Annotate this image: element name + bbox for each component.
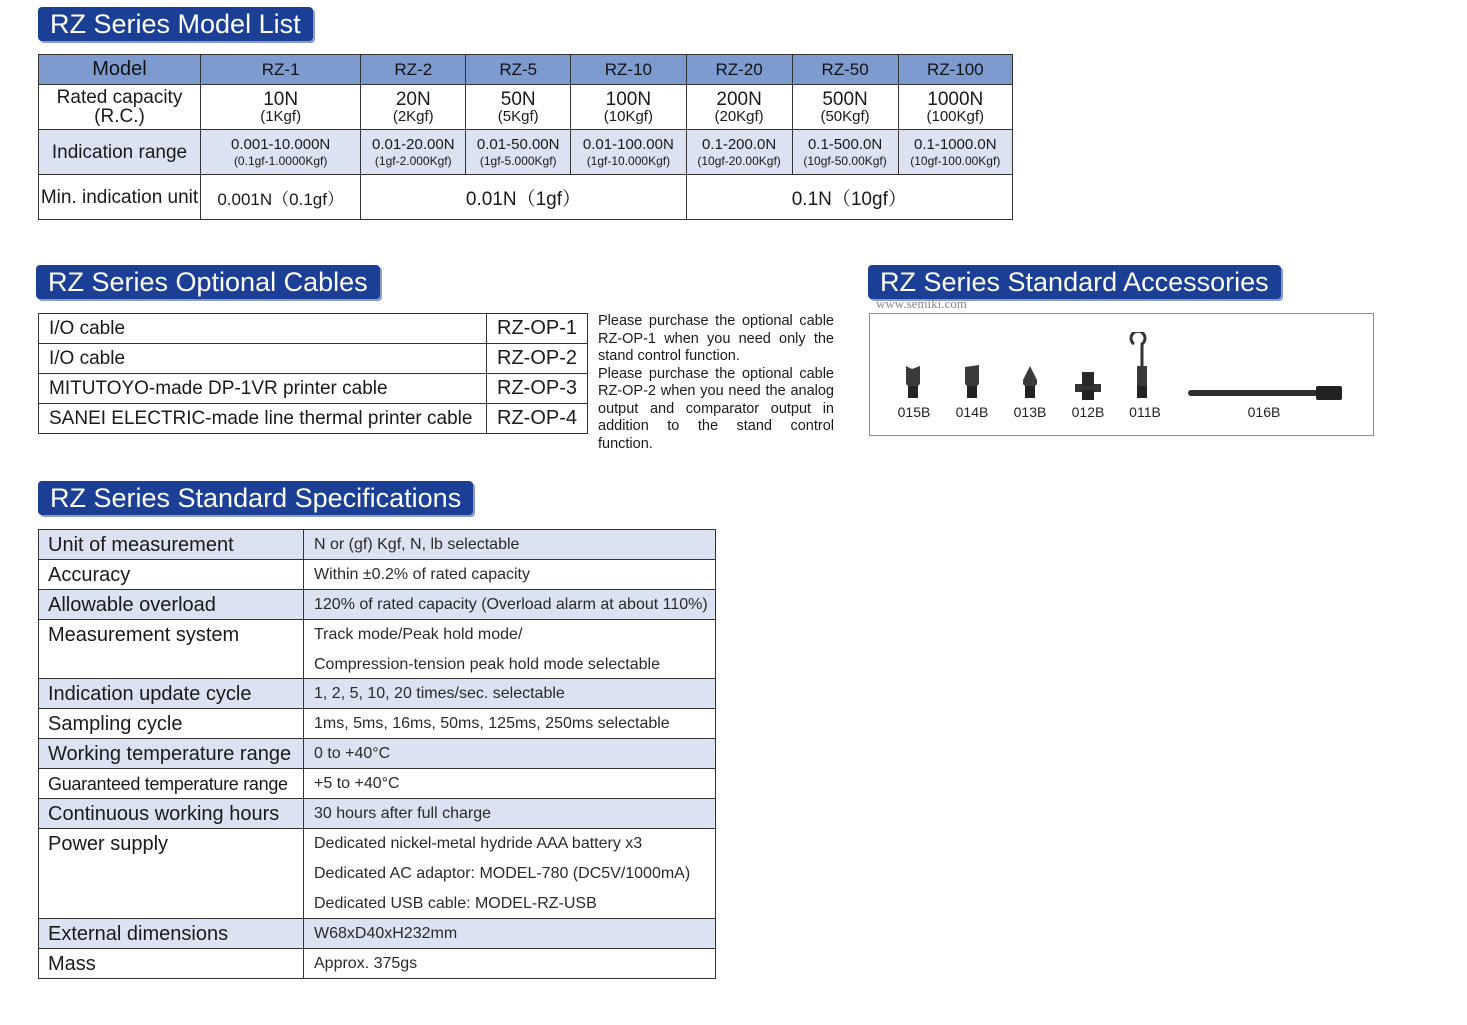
hook-011b-icon: [1128, 332, 1156, 402]
spec-value: [304, 560, 716, 590]
model-header-cell: RZ-10: [571, 55, 686, 85]
model-header-cell: RZ-5: [466, 55, 571, 85]
attachment-014b-icon: [962, 364, 982, 402]
spec-row: [39, 949, 716, 979]
range-main: 0.01-100.00N: [582, 136, 674, 153]
range-main: 0.1-500.0N: [807, 136, 883, 153]
spec-value: [304, 919, 716, 949]
spec-key: Measurement system: [39, 620, 304, 679]
cable-code: RZ-OP-1: [487, 314, 588, 344]
range-cell: [466, 130, 571, 175]
cables-note-1: Please purchase the optional cable RZ-OP-1 when you need only the stand control function.: [598, 313, 834, 364]
range-cell: [571, 130, 686, 175]
capacity-sub: (100Kgf): [926, 107, 985, 125]
spec-key: Unit of measurement: [39, 530, 304, 560]
range-cell: [361, 130, 466, 175]
capacity-main: 10N: [263, 88, 299, 110]
spec-value-line: Compression-tension peak hold mode selectable: [314, 656, 660, 673]
cable-row: [39, 314, 588, 344]
spec-row: [39, 620, 716, 679]
range-sub: (1gf-2.000Kgf): [374, 154, 452, 168]
spec-row: [39, 679, 716, 709]
spec-key: Accuracy: [39, 560, 304, 590]
capacity-cell: [466, 85, 571, 130]
range-sub: (10gf-100.00Kgf): [910, 154, 1001, 168]
cable-name: I/O cable: [39, 314, 487, 344]
range-sub: (10gf-50.00Kgf): [803, 154, 887, 168]
capacity-sub: (20Kgf): [714, 107, 764, 125]
watermark: www.semiki.com: [876, 296, 967, 311]
cable-name: SANEI ELECTRIC-made line thermal printer cable: [39, 404, 487, 434]
spec-key: Guaranteed temperature range: [39, 769, 304, 799]
spec-row: [39, 829, 716, 919]
spec-value-line: N or (gf) Kgf, N, lb selectable: [314, 536, 520, 553]
cables-table: [38, 313, 588, 434]
capacity-main: 50N: [500, 88, 536, 110]
model-header-cell: RZ-1: [201, 55, 361, 85]
model-header-row: [39, 55, 1013, 85]
spec-value: [304, 949, 716, 979]
accessory-label: 014B: [955, 404, 989, 420]
range-sub: (10gf-20.00Kgf): [697, 154, 781, 168]
range-sub: (1gf-5.000Kgf): [479, 154, 557, 168]
spec-value-line: 1ms, 5ms, 16ms, 50ms, 125ms, 250ms selectable: [314, 715, 670, 732]
spec-key: Sampling cycle: [39, 709, 304, 739]
range-cell: [686, 130, 792, 175]
spec-value: [304, 829, 716, 919]
min-unit-cell: 0.01N（1gf）: [361, 175, 686, 220]
cable-code: RZ-OP-4: [487, 404, 588, 434]
range-main: 0.1-1000.0N: [914, 136, 997, 153]
spec-value: [304, 590, 716, 620]
model-list-title: RZ Series Model List: [38, 7, 313, 41]
spec-key: Working temperature range: [39, 739, 304, 769]
spec-key: Power supply: [39, 829, 304, 919]
spec-key: Allowable overload: [39, 590, 304, 620]
range-sub: (1gf-10.000Kgf): [586, 154, 671, 168]
spec-value-line: 120% of rated capacity (Overload alarm at about 110%): [314, 596, 708, 613]
spec-value-line: W68xD40xH232mm: [314, 925, 458, 942]
model-header-cell: RZ-20: [686, 55, 792, 85]
spec-value-line: Dedicated nickel-metal hydride AAA battery x3: [314, 835, 643, 852]
capacity-sub: (10Kgf): [603, 107, 653, 125]
capacity-cell: [571, 85, 686, 130]
cables-note: [598, 313, 834, 453]
spec-row: [39, 590, 716, 620]
spec-value-line: Within ±0.2% of rated capacity: [314, 566, 530, 583]
range-main: 0.01-20.00N: [371, 136, 455, 153]
capacity-cell: [361, 85, 466, 130]
indication-range-row: [39, 130, 1013, 175]
cable-row: [39, 374, 588, 404]
capacity-sub: (50Kgf): [820, 107, 870, 125]
spec-value: [304, 739, 716, 769]
spec-value-line: Dedicated AC adaptor: MODEL-780 (DC5V/1000mA): [314, 865, 691, 882]
model-header-cell: RZ-2: [361, 55, 466, 85]
attachment-015b-icon: [903, 364, 923, 402]
cable-name: MITUTOYO-made DP-1VR printer cable: [39, 374, 487, 404]
spec-value-line: Dedicated USB cable: MODEL-RZ-USB: [314, 895, 597, 912]
capacity-sub: (1Kgf): [260, 107, 302, 125]
specs-title: RZ Series Standard Specifications: [38, 481, 473, 515]
range-cell: [792, 130, 898, 175]
cables-note-2: Please purchase the optional cable RZ-OP-2 when you need the analog output and comparator output in addition to the stand control function.: [598, 365, 834, 452]
spec-value: [304, 620, 716, 679]
capacity-sub: (5Kgf): [497, 107, 539, 125]
spec-row: [39, 709, 716, 739]
accessories-panel: [869, 313, 1374, 436]
accessory-label: 015B: [897, 404, 931, 420]
cables-title: RZ Series Optional Cables: [36, 265, 380, 299]
range-sub: (0.1gf-1.0000Kgf): [233, 154, 328, 168]
attachment-013b-icon: [1020, 364, 1040, 402]
spec-value-line: 0 to +40°C: [314, 745, 391, 762]
capacity-cell: [792, 85, 898, 130]
cable-code: RZ-OP-2: [487, 344, 588, 374]
accessory-label: 016B: [1247, 404, 1281, 420]
spec-row: [39, 919, 716, 949]
range-main: 0.01-50.00N: [476, 136, 560, 153]
spec-value: [304, 530, 716, 560]
spec-key: Indication update cycle: [39, 679, 304, 709]
range-cell: [201, 130, 361, 175]
min-unit-label: Min. indication unit: [39, 175, 201, 220]
capacity-main: 1000N: [927, 88, 984, 110]
specs-table: [38, 529, 716, 979]
model-list-table: [38, 54, 1013, 220]
cable-code: RZ-OP-3: [487, 374, 588, 404]
rated-capacity-label: Rated capacity (R.C.): [39, 85, 201, 130]
capacity-main: 500N: [822, 88, 868, 110]
min-unit-cell: 0.1N（10gf）: [686, 175, 1012, 220]
range-main: 0.1-200.0N: [701, 136, 777, 153]
spec-value: [304, 679, 716, 709]
capacity-cell: [201, 85, 361, 130]
capacity-main: 200N: [716, 88, 762, 110]
accessory-label: 013B: [1013, 404, 1047, 420]
model-header-cell: RZ-100: [898, 55, 1012, 85]
spec-key: Continuous working hours: [39, 799, 304, 829]
capacity-sub: (2Kgf): [392, 107, 434, 125]
spec-row: [39, 530, 716, 560]
spec-key: External dimensions: [39, 919, 304, 949]
spec-value-line: +5 to +40°C: [314, 775, 400, 792]
spec-row: [39, 799, 716, 829]
spec-value-line: Approx. 375gs: [314, 955, 418, 972]
accessories-title: RZ Series Standard Accessories: [868, 265, 1281, 299]
spec-value-line: 1, 2, 5, 10, 20 times/sec. selectable: [314, 685, 565, 702]
spec-value: [304, 709, 716, 739]
cable-row: [39, 404, 588, 434]
model-header-label: Model: [39, 55, 201, 85]
attachment-012b-icon: [1073, 370, 1103, 402]
model-header-cell: RZ-50: [792, 55, 898, 85]
rated-capacity-row: [39, 85, 1013, 130]
spec-value-line: 30 hours after full charge: [314, 805, 491, 822]
spec-value: [304, 769, 716, 799]
spec-key: Mass: [39, 949, 304, 979]
capacity-cell: [686, 85, 792, 130]
cable-name: I/O cable: [39, 344, 487, 374]
cable-row: [39, 344, 588, 374]
capacity-main: 20N: [395, 88, 431, 110]
capacity-main: 100N: [605, 88, 652, 110]
indication-range-label: Indication range: [39, 130, 201, 175]
capacity-cell: [898, 85, 1012, 130]
extension-rod-016b-icon: [1186, 384, 1346, 404]
spec-row: [39, 769, 716, 799]
accessory-label: 011B: [1129, 404, 1161, 420]
spec-value: [304, 799, 716, 829]
spec-row: [39, 560, 716, 590]
min-unit-cell: 0.001N（0.1gf）: [201, 175, 361, 220]
spec-value-line: Track mode/Peak hold mode/: [314, 626, 523, 643]
spec-row: [39, 739, 716, 769]
min-unit-row: [39, 175, 1013, 220]
accessory-label: 012B: [1071, 404, 1105, 420]
range-main: 0.001-10.000N: [231, 136, 331, 153]
range-cell: [898, 130, 1012, 175]
